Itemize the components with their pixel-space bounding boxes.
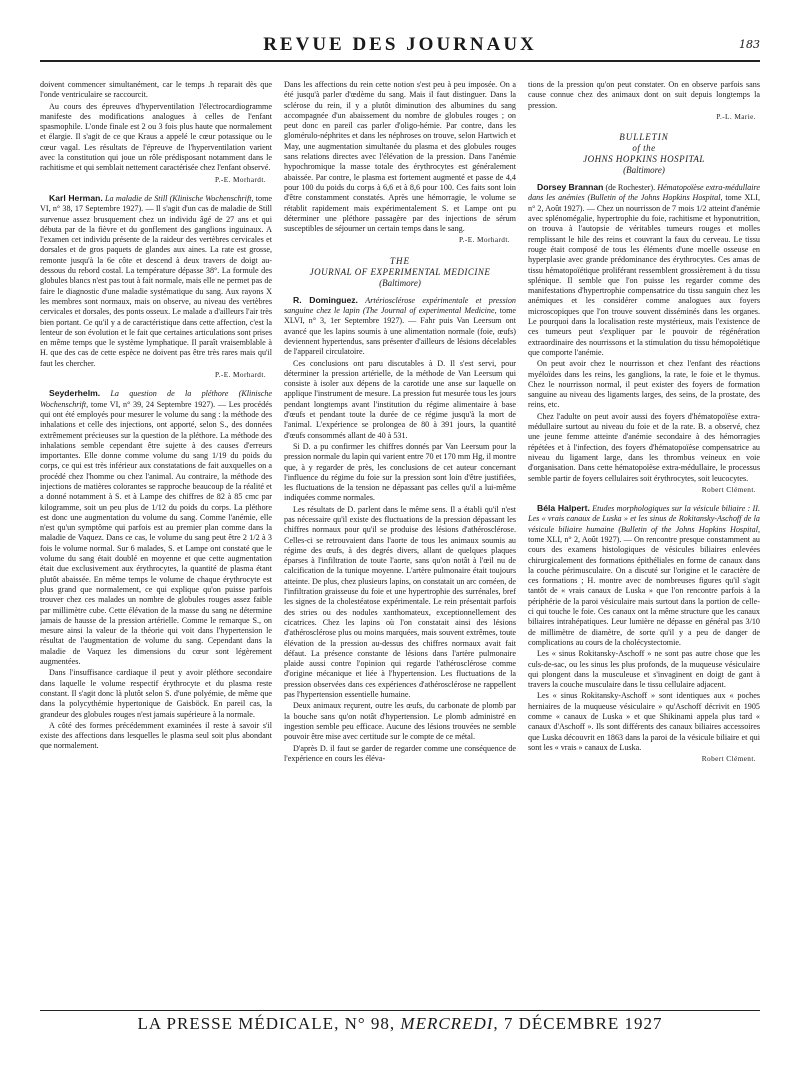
column-3 <box>528 80 760 1005</box>
paragraph: Au cours des épreuves d'hyperventilation l'électrocardiogramme manifeste des modifications analogues à celles de l'enfant spasmophile. L'onde finale est 2 ou 3 fois plus haute que normalement et élargie. Il s'agit de ce que Kraus a appelé le cœur potassique ou le cœur vagal. Les résultats de l'épreuve de l'hyperventilation varient avec la constitution qui joue un rôle prédisposant notamment dans le rachitisme et qui semblait nettement caractérisée chez l'enfant observé. <box>40 101 272 173</box>
signature: Robert Clément. <box>701 754 756 764</box>
column-2 <box>284 80 516 1005</box>
footer-issue: , N° 98, <box>334 1014 396 1033</box>
article-dominguez <box>284 295 516 358</box>
section-heading-line: of the <box>632 143 656 154</box>
section-heading-line: JOHNS HOPKINS HOSPITAL <box>583 154 705 165</box>
paragraph: D'après D. il faut se garder de regarder comme une conséquence de l'expérience en cours les éléva- <box>284 743 516 763</box>
footer-journal: LA PRESSE MÉDICALE <box>137 1014 335 1033</box>
paragraph: Dans l'insuffisance cardiaque il peut y avoir pléthore secondaire dans laquelle le volume respectif érythrocyte et du plasma reste constant. Il s'agit donc là plutôt selon S. d'une polyémie, de même que dans la polycythémie hypertonique de Gaisböck. En pareil cas, la grandeur des globules rouges n'est jamais supérieure à la normale. <box>40 668 272 719</box>
signature: P.-E. Morhardt. <box>215 370 266 380</box>
paragraph: tions de la pression qu'on peut constater. On en observe parfois sans cause connue chez des animaux dont on suit depuis longtemps la pression. <box>528 80 760 110</box>
journal-title: REVUE DES JOURNAUX <box>263 34 537 55</box>
article-brannan <box>528 182 760 358</box>
article-title: Hématopoïèse extra-médullaire dans les anémies (Bulletin of the Johns Hopkins Hospital, <box>528 183 760 203</box>
footer-weekday: MERCREDI <box>400 1014 494 1033</box>
article-title: Artériosclérose expérimentale et pression sanguine chez le lapin (The Journal of experimental Medicine, <box>284 295 516 316</box>
paragraph: Si D. a pu confirmer les chiffres donnés par Van Leersum pour la pression normale du lapin qui varient entre 70 et 170 mm Hg, il montre que, à y regarder de près, les conclusions de cet auteur concernant l'influence du régime du foie sur la pression sont loin d'être justifiées, les fluctuations de la tension ne dépassant pas celles qu'il a lui-même indiquées comme normales. <box>284 441 516 503</box>
article-reference: tome XLI, n° 2, Août 1927). — <box>528 534 632 544</box>
section-heading <box>284 256 516 289</box>
footer-date: , 7 DÉCEMBRE 1927 <box>493 1014 663 1033</box>
column-1 <box>40 80 272 1005</box>
paragraph: Les résultats de D. parlent dans le même sens. Il a établi qu'il n'est pas nécessaire qu'il existe des fluctuations de la pression dépassant les chiffres normaux pour qu'il se produise des lésions d'athérosclérose. Celles-ci se retrouvaient dans l'aorte de tous les animaux soumis au régime des œufs, à des degrés divers, allant de quelques plaques éparses à l'infiltration de toute l'aorte, sans qu'on notât à l'œil nu de calcification de la tunique moyenne. L'artère pulmonaire était toujours atteinte. De plus, chez plusieurs lapins, on constatait un arc cornéen, de l'infiltration graisseuse du foie et une hypertrophie des surrénales, bref les signes de la cholestéatose expérimentale. Le rein présentait parfois des stries ou des nodules xanthomateux, exceptionnellement des cicatrices. Chez les lapins où l'on constatait ainsi des lésions d'athérosclérose plus ou moins marquées, mais souvent extrêmes, toute élévation de la pression au-dessus des chiffres normaux avait fait défaut. La présence constante de lésions dans l'artère pulmonaire plaide aussi contre l'opinion qui regarde l'athérosclérose comme d'origine mécanique et liée à l'hypertension. Les fluctuations de la pression observées dans ces expériences d'athérosclérose ne rappellent pas l'hypertension essentielle humaine. <box>284 504 516 700</box>
section-heading <box>528 132 760 176</box>
paragraph: On peut avoir chez le nourrisson et chez l'enfant des réactions myéloïdes dans les reins, les ganglions, la rate, le foie et le thymus. Chez le nourrisson normal, il peut exister des foyers de formation sanguine au niveau des ligaments larges, des seins, de la prostate, des reins, etc. <box>528 359 760 410</box>
article-body: Fahr puis Van Leersum ont avancé que les lapins soumis à une alimentation normale (foie, œufs) deviennent hypertendus, sans présenter d'ailleurs de lésions décelables de l'appareil circulatoire. <box>284 316 516 357</box>
paragraph: Deux animaux reçurent, outre les œufs, du carbonate de plomb par la bouche sans qu'on notât d'hypertension. Le plomb administré en ingestion semble peu efficace. Aucune des lésions trouvées ne semble pouvoir être mise avec certitude sur le compte de ce métal. <box>284 701 516 742</box>
article-author: Béla Halpert. <box>537 503 590 514</box>
article-reference: tome VI, n° 38, 17 Septembre 1927). — <box>40 193 272 214</box>
section-heading-line: BULLETIN <box>619 132 669 143</box>
article-body: Chez un nourrisson de 7 mois 1/2 atteint d'anémie avec splénomégalie, hypertrophie du foie, rachitisme et hyponutrition, on trouva à l'autopsie de véritables tumeurs rouges et molles remplissant le hile des reins et couvrant la faux du cerveau. Le tissu rouge était composé de tous les éléments d'une moelle osseuse en hyperplasie avec grande prédominance des érythrocytes. Ces amas de tissu hématopoïétique proliférant ressemblent grossièrement à du tissu splénique. Il semble que l'on puisse les regarder comme des manifestations d'hypertrophie compensatrice du tissu sanguin chez les anémiques et les considérer comme analogues aux foyers microscopiques que l'on trouve souvent disséminés dans les organes. Le pourquoi dans la localisation reste mystérieux, mais l'existence de ces tumeurs peut s'expliquer par le pouvoir de régénération extraordinaire des nourrissons et la stimulation du tissu hémopoïétique que comporte l'anémie. <box>528 203 760 357</box>
page-number: 183 <box>739 38 760 51</box>
footer-line <box>138 1014 663 1034</box>
signature: P.-E. Morhardt. <box>459 235 510 245</box>
section-heading-line: (Baltimore) <box>623 165 665 176</box>
page-header <box>40 34 760 62</box>
section-heading-line: JOURNAL OF EXPERIMENTAL MEDICINE <box>309 266 491 277</box>
section-heading-line: THE <box>389 255 410 266</box>
article-author: Karl Herman. <box>49 192 103 203</box>
article-columns <box>40 80 760 1005</box>
article-reference: tome VI, n° 39, 24 Septembre 1927). — <box>90 399 226 409</box>
article-reference: tome XLVI, n° 3, 1er Septembre 1927). — <box>284 306 516 326</box>
paragraph: Les « sinus Rokitansky-Aschoff » sont identiques aux « poches herniaires de la muqueuse vésiculaire » qu'Aschoff décrivit en 1905 comme « canaux de Luska » et que Shikinami appela plus tard « canaux d'Aschoff ». Ils sont différents des canaux biliaires accessoires que Luska découvrit en 1863 dans la paroi de la vésicule biliaire et qui sont les « vrais » canaux de Luska. <box>528 691 760 752</box>
article-title: La question de la pléthore (Klinische Wochenschrift, <box>40 389 272 409</box>
article-herman <box>40 193 272 369</box>
article-title: La maladie de Still (Klinische Wochenschrift, <box>105 193 254 203</box>
article-body: Les procédés qui ont été employés pour mesurer le volume du sang : la méthode des inhalations et celle des injections, ont apporté, selon S., des données extrêmement précieuses sur la question de la pléthore. La méthode des inhalations semble cependant être sujette à des causes d'erreurs importantes. Elle donne comme volume du sang 1/19 du poids du corps, ce qui est très inférieur aux constatations de fait auxquelles on a procédé chez l'homme ou chez l'animal. Au contraire, la méthode des injections de matières colorantes se rapproche beaucoup de la réalité et a donné notamment à S. et à Lampe des chiffres de 82 à 85 cmc par kilogramme, soit un peu plus de 1/12 du poids du corps. La pléthore est donc une augmentation du volume du sang. Comme l'anémie, elle n'est qu'un symptôme qui parfois est au premier plan comme dans la maladie de Vaquez. Dans ce cas, le volume du sang peut être 2 1/2 à 3 fois le volume normal. Sur 6 malades, S. et Lampe ont constaté que le volume du sang était doublé en moyenne et que cette augmentation était due exclusivement aux érythrocytes, la quantité de plasma étant plutôt abaissée. En même temps le volume de chaque érythrocyte est plus grand que normalement, ce qui explique qu'on puisse parfois trouver chez ces malades un nombre de globules rouges assez faible par millimètre cube. Cette élévation de la masse du sang ne détermine jamais de hausse de la pression artérielle. Comme le remarque S., on mesure ainsi la valeur de la théorie qui voit dans l'hypertension le résultat de l'augmentation de volume du sang. Cependant dans la maladie de Vaquez les dimensions du cœur sont légèrement augmentées. <box>40 399 272 667</box>
article-place: (de Rochester). <box>605 183 656 193</box>
article-author: Seyderhelm. <box>49 388 101 399</box>
paragraph: A côté des formes précédemment examinées il reste à savoir s'il existe des affections dans lesquelles le plasma seul soit plus abondant que normalement. <box>40 720 272 751</box>
article-title: Etudes morphologiques sur la vésicule biliaire : II. Les « vrais canaux de Luska » et les sinus de Rokitansky-Aschoff de la vésicule biliaire humaine (Bulletin of the Johns Hopkins Hospital, <box>528 504 760 534</box>
article-body: On rencontre presque constamment au cours des examens histologiques de vésicules biliaires enlevées chirurgicalement des formations épithéliales en forme de canaux dans la couche périmusculaire. On a discuté sur l'origine et le caractère de ces formations ; H. montre avec de nombreuses figures qu'il s'agit tantôt de « vrais canaux de Luska » que l'on rencontre parfois à la périphérie de la paroi vésiculaire mais surtout dans la portion de celle-ci qui touche le foie. Ces canaux ont la même structure que les canaux biliaires intrahépatiques. Leur lumière ne dépasse en général pas 3/10 de millimètre de diamètre, de sorte qu'il y a peu de danger de complications au cours de la cholécystectomie. <box>528 534 760 647</box>
paragraph: Chez l'adulte on peut avoir aussi des foyers d'hématopoïèse extra-médullaire surtout au niveau du foie et de la rate. B. a observé, chez une jeune femme atteinte d'anémie secondaire à des hémorragies répétées et à l'infection, des foyers d'hématopoïèse compensatrice au niveau du ligament large, dans les thrombus veineux en voie d'organisation. Dans cette hématopoïèse extra-médullaire, le processus semble partir de foyers cellulaires soit érythrocytes, soit leucocytes. <box>528 411 760 483</box>
signature: P.-L. Marie. <box>716 111 756 121</box>
article-author: R. Dominguez. <box>293 294 358 305</box>
paragraph: Ces conclusions ont paru discutables à D. Il s'est servi, pour déterminer la pression artérielle, de la méthode de Van Leersum qui consiste à isoler aux dépens de la carotide une anse sur laquelle on applique l'instrument de mesure. La pression fut mesurée tous les jours pendant longtemps avant l'institution du régime alimentaire à base d'œufs et pendant toute la durée de ce régime jusqu'à la mort de l'animal. L'expérience se prolongea de 80 à 391 jours, la quantité d'œufs consommés allant de 40 à 531. <box>284 358 516 440</box>
article-halpert <box>528 503 760 648</box>
section-heading-line: (Baltimore) <box>379 277 421 288</box>
article-seyderhelm <box>40 388 272 667</box>
paragraph: doivent commencer simultanément, car le temps .h reparait dès que l'onde ventriculaire se raccourcit. <box>40 80 272 100</box>
article-author: Dorsey Brannan <box>537 182 604 193</box>
paragraph: Les « sinus Rokitansky-Aschoff » ne sont pas autre chose que les culs-de-sac, ou les sinus les plus profonds, de la muqueuse vésiculaire qui plongent dans la musculeuse et s'invaginent en doigt de gant à travers la couche musculaire dans le tissu cellulaire adjacent. <box>528 649 760 690</box>
article-reference: tome XLI, n° 2, Août 1927). — <box>528 193 760 213</box>
signature: P.-E. Morhardt. <box>215 174 266 184</box>
paragraph: Dans les affections du rein cette notion s'est peu à peu imposée. On a été jusqu'à parler d'œdème du sang. Mais il faut distinguer. Dans la sclérose du rein, il y a plutôt diminution des albumines du sang accompagnée d'un abaissement du nombre de globules rouges ; on peut donc en pareil cas parler d'oligo-hémie. Par contre, dans les glomérulo-néphrites et dans les néphroses on trouve, selon Hartwich et May, une augmentation simultanée du plasma et des globules rouges sans relations directes avec l'élévation de la pression. Dans l'anémie hypochromique la masse totale des érythrocytes est généralement abaissée. Par contre, le plasma est fortement augmenté et passe de 4,4 pour 100 du poids du corps à 6,6 et à 8,6 pour 100. Ces faits sont loin d'être constamment constatés. Après une hémorragie, le volume se rétablit rapidement mais expérimentalement S. et Lampe ont pu déterminer une pléthore passagère par des injections de sérum susceptibles de séjourner un certain temps dans le sang. <box>284 80 516 234</box>
signature: Robert Clément. <box>701 484 756 494</box>
article-body: Il s'agit d'un cas de maladie de Still survenue assez brusquement chez un individu âgé de 27 ans et qui débuta par de la fièvre et du gonflement des ganglions inguinaux. A l'examen cet individu présente de la raideur des vertèbres cervicales et dorsales et de gros paquets de glandes aux aines. La rate est grosse, remonte jusqu'à la 6e côte et descend à deux travers de doigt au-dessous du rebord costal. La température dépasse 38°. La formule des globules blancs n'est pas tout à fait normale, mais elle ne permet pas de faire le diagnostic d'une maladie systématique du sang. Aux rayons X les membres sont normaux, mais on observe, au niveau des vertèbres cervicales et dorsales, des ponts osseux. Le malade a d'ailleurs l'air très bien portant. Ce qu'il y a de caractéristique dans cette affection, c'est la lenteur de son évolution et le fait que certaines articulations sont prises en même temps que le système lymphatique. Il paraît vraisemblable à H. que des cas de cette espèce ne doivent pas être très rares mais qu'il faut les chercher. <box>40 204 272 368</box>
page-footer <box>40 1010 760 1035</box>
